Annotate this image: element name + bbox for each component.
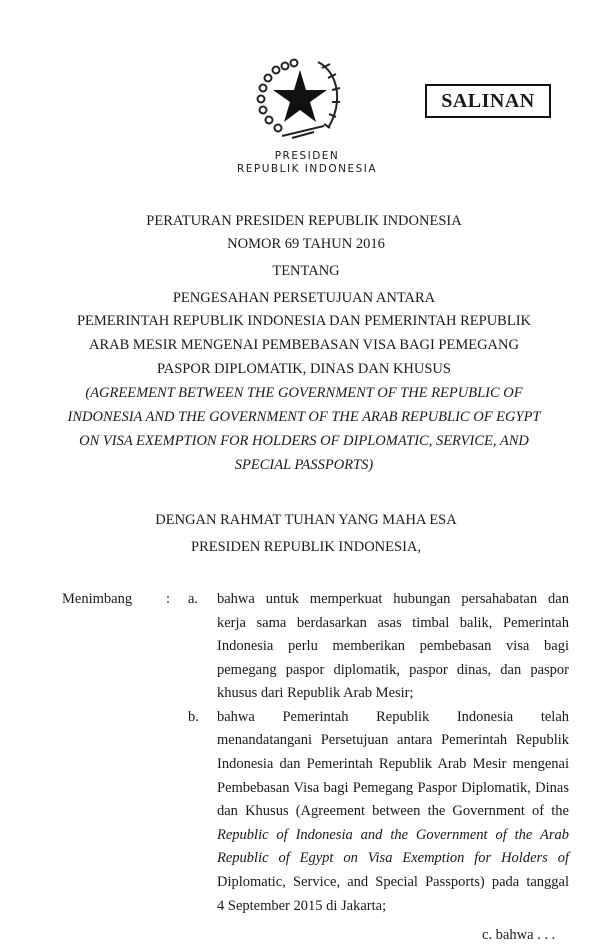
item-a-line: Indonesia perlu memberikan pembebasan visa bagi	[217, 638, 569, 654]
menimbang-colon: :	[166, 591, 171, 607]
menimbang-label: Menimbang	[62, 591, 133, 607]
subject-en-line: SPECIAL PASSPORTS)	[234, 457, 374, 473]
tentang-label: TENTANG	[272, 263, 340, 279]
item-b-line: Pembebasan Visa bagi Pemegang Paspor Diplomatik, Dinas	[217, 780, 569, 796]
item-b-line: menandatangani Persetujuan antara Pemerintah Republik	[217, 732, 569, 748]
letterhead-line1: PRESIDEN	[274, 150, 340, 162]
subject-line: PEMERINTAH REPUBLIK INDONESIA DAN PEMERINTAH REPUBLIK	[76, 313, 532, 329]
subject-line: PENGESAHAN PERSETUJUAN ANTARA	[172, 290, 436, 306]
item-a-line: pemegang paspor diplomatik, paspor dinas, dan paspor	[217, 662, 569, 678]
salinan-stamp: SALINAN	[425, 84, 551, 118]
garuda-seal-emblem	[252, 58, 348, 142]
subject-line: PASPOR DIPLOMATIK, DINAS DAN KHUSUS	[157, 361, 451, 377]
item-a-line: kerja sama berdasarkan asas timbal balik, Pemerintah	[217, 615, 569, 631]
item-b-line: 4 September 2015 di Jakarta;	[217, 898, 387, 914]
item-b-line: Republic of Indonesia and the Government of the Arab	[217, 827, 569, 843]
invocation: DENGAN RAHMAT TUHAN YANG MAHA ESA	[155, 512, 457, 528]
item-b-line: Republic of Egypt on Visa Exemption for Holders of	[217, 850, 569, 866]
president-heading: PRESIDEN REPUBLIK INDONESIA,	[191, 539, 421, 555]
letterhead-line2: REPUBLIK INDONESIA	[236, 163, 378, 175]
item-b-line: Indonesia dan Pemerintah Republik Arab Mesir mengenai	[217, 756, 569, 772]
continuation-marker: c. bahwa . . .	[482, 927, 556, 943]
item-a-line: bahwa untuk memperkuat hubungan persahabatan dan	[217, 591, 569, 607]
regulation-number: NOMOR 69 TAHUN 2016	[227, 236, 385, 252]
subject-en-line: ON VISA EXEMPTION FOR HOLDERS OF DIPLOMATIC, SERVICE, AND	[79, 433, 529, 449]
item-b-marker: b.	[188, 709, 199, 725]
subject-en-line: INDONESIA AND THE GOVERNMENT OF THE ARAB REPUBLIC OF EGYPT	[67, 409, 541, 425]
subject-line: ARAB MESIR MENGENAI PEMBEBASAN VISA BAGI PEMEGANG	[89, 337, 519, 353]
subject-en-line: (AGREEMENT BETWEEN THE GOVERNMENT OF THE REPUBLIC OF	[85, 385, 523, 401]
item-a-line: khusus dari Republik Arab Mesir;	[217, 685, 414, 701]
item-b-line: dan Khusus (Agreement between the Government of the	[217, 803, 569, 819]
item-b-line: Diplomatic, Service, and Special Passports) pada tanggal	[217, 874, 569, 890]
item-a-marker: a.	[188, 591, 199, 607]
item-b-line: bahwa Pemerintah Republik Indonesia telah	[217, 709, 569, 725]
regulation-title: PERATURAN PRESIDEN REPUBLIK INDONESIA	[146, 213, 462, 229]
